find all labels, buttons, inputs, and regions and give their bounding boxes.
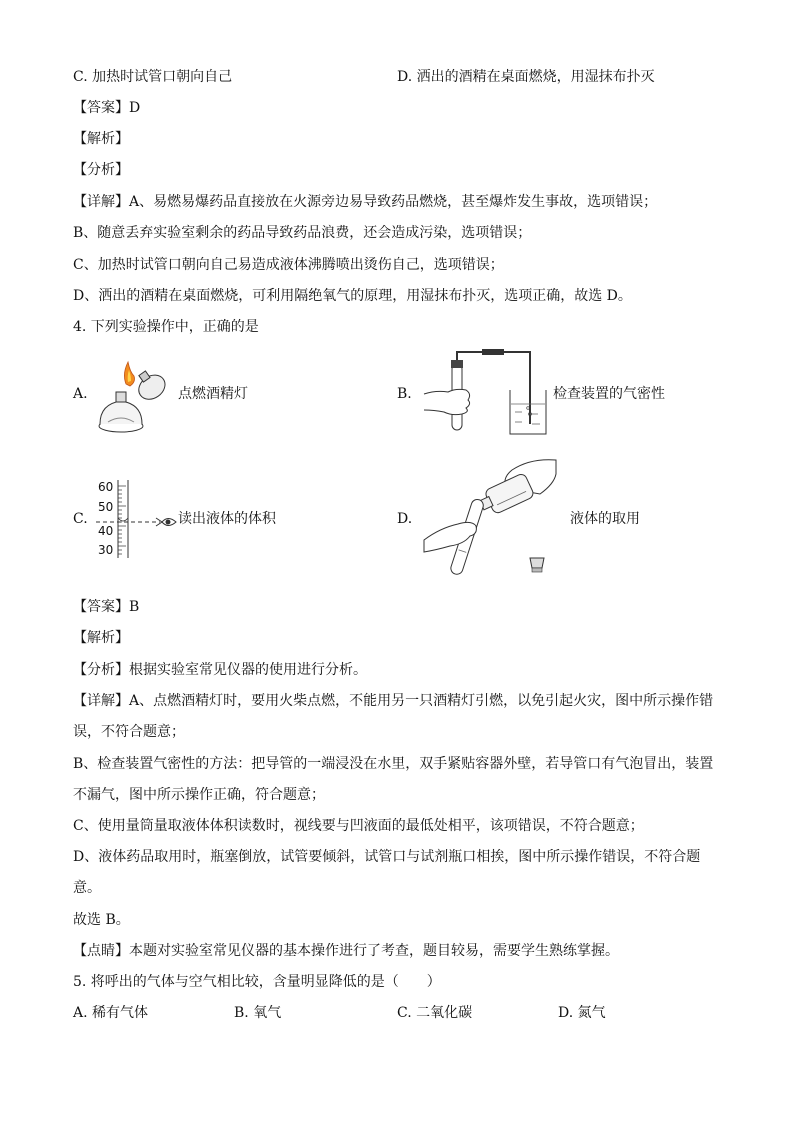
q4-detail-d-2: 意。 xyxy=(73,880,101,896)
q4-detail-b-2: 不漏气，图中所示操作正确，符合题意； xyxy=(73,787,325,803)
q4-option-c-caption: 读出液体的体积 xyxy=(178,511,276,527)
cylinder-tick-40: 40 xyxy=(98,524,114,538)
alcohol-lamp-icon xyxy=(94,354,174,440)
airtightness-check-icon xyxy=(422,344,550,440)
q5-option-a: A. 稀有气体 xyxy=(73,1005,149,1021)
q4-detail-a-1: 【详解】A、点燃酒精灯时，要用火柴点燃，不能用另一只酒精灯引燃，以免引起火灾，图中所示操作错 xyxy=(73,693,714,709)
q4-analysis-sub: 【分析】根据实验室常见仪器的使用进行分析。 xyxy=(73,662,367,678)
q5-option-d: D. 氮气 xyxy=(558,1005,606,1021)
q4-detail-d-1: D、液体药品取用时，瓶塞倒放，试管要倾斜，试管口与试剂瓶口相挨，图中所示操作错误，不符合题 xyxy=(73,849,701,865)
q5-option-b: B. 氧气 xyxy=(234,1005,282,1021)
q5-stem: 5. 将呼出的气体与空气相比较，含量明显降低的是（ ） xyxy=(73,974,441,990)
q4-option-c-letter: C. xyxy=(73,511,88,527)
q3-analysis-title: 【解析】 xyxy=(73,131,129,147)
q3-detail-c: C、加热时试管口朝向自己易造成液体沸腾喷出烫伤自己，选项错误； xyxy=(73,257,504,273)
q3-option-d: D. 洒出的酒精在桌面燃烧，用湿抹布扑灭 xyxy=(397,69,655,85)
q3-detail-a: 【详解】A、易燃易爆药品直接放在火源旁边易导致药品燃烧，甚至爆炸发生事故，选项错误； xyxy=(73,194,658,210)
q4-option-b-letter: B. xyxy=(397,386,412,402)
q3-detail-b: B、随意丢弃实验室剩余的药品导致药品浪费，还会造成污染，选项错误； xyxy=(73,225,532,241)
pouring-liquid-icon xyxy=(420,454,560,578)
q4-option-a-caption: 点燃酒精灯 xyxy=(178,386,248,402)
q3-analysis-sub: 【分析】 xyxy=(73,162,129,178)
q4-analysis-title: 【解析】 xyxy=(73,630,129,646)
cylinder-tick-50: 50 xyxy=(98,500,114,514)
q4-answer: 【答案】B xyxy=(73,599,140,615)
q5-option-c: C. 二氧化碳 xyxy=(397,1005,473,1021)
q3-option-c: C. 加热时试管口朝向自己 xyxy=(73,69,233,85)
q4-conclusion: 故选 B。 xyxy=(73,912,130,928)
q4-detail-c: C、使用量筒量取液体体积读数时，视线要与凹液面的最低处相平，该项错误，不符合题意； xyxy=(73,818,644,834)
q4-option-b-caption: 检查装置的气密性 xyxy=(553,386,665,402)
q3-answer: 【答案】D xyxy=(73,100,141,116)
q4-option-d-caption: 液体的取用 xyxy=(570,511,640,527)
q4-option-d-letter: D. xyxy=(397,511,413,527)
q4-option-a-letter: A. xyxy=(73,386,88,402)
q4-detail-b-1: B、检查装置气密性的方法：把导管的一端浸没在水里，双手紧贴容器外壁，若导管口有气泡冒出，装置 xyxy=(73,756,714,772)
graduated-cylinder-icon xyxy=(92,478,182,562)
q3-detail-d: D、洒出的酒精在桌面燃烧，可利用隔绝氧气的原理，用湿抹布扑灭，选项正确，故选 D。 xyxy=(73,288,632,304)
q4-detail-a-2: 误，不符合题意； xyxy=(73,724,185,740)
cylinder-tick-30: 30 xyxy=(98,543,114,557)
cylinder-tick-60: 60 xyxy=(98,480,114,494)
q4-comment: 【点睛】本题对实验室常见仪器的基本操作进行了考查，题目较易，需要学生熟练掌握。 xyxy=(73,943,619,959)
q4-stem: 4. 下列实验操作中，正确的是 xyxy=(73,319,259,335)
